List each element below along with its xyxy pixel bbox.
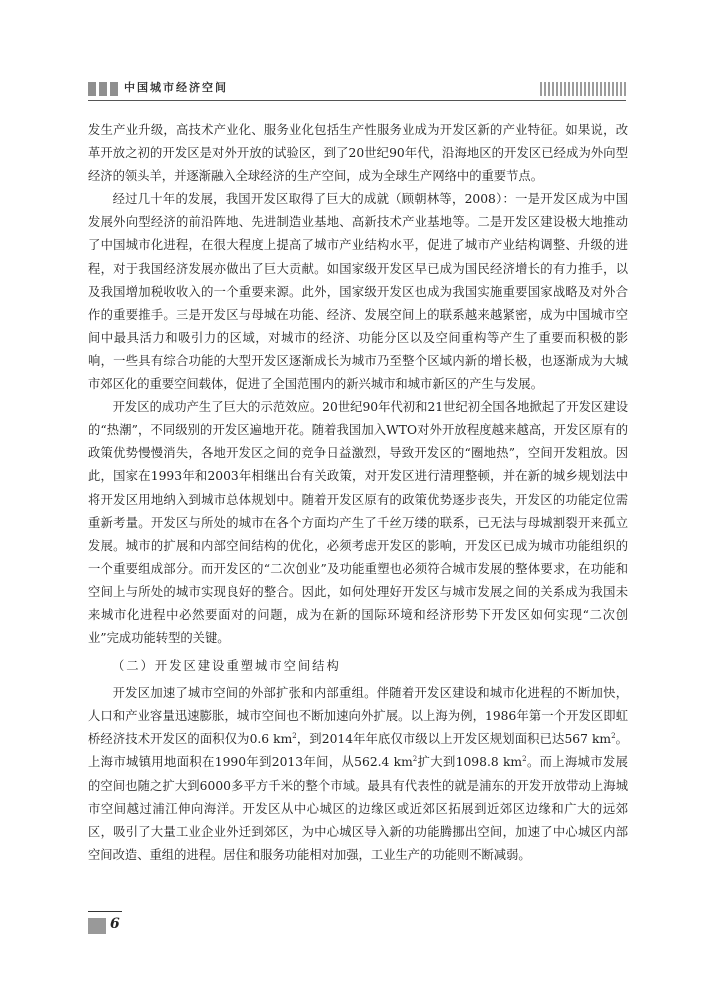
section-heading: （二）开发区建设重塑城市空间结构	[112, 659, 341, 674]
paragraph: 发生产业升级，高技术产业化、服务业化包括生产性服务业成为开发区新的产业特征。如果说，改革开放之初的开发区是对外开放的试验区，到了20世纪90年代，沿海地区的开发区已经成为外向型经济的领头羊，并逐渐融入全球经济的生产空间，成为全球生产网络中的重要节点。	[88, 123, 628, 184]
header-title: 中国城市经济空间	[124, 81, 228, 94]
footer-rule	[88, 911, 122, 912]
paragraph: 经过几十年的发展，我国开发区取得了巨大的成就（顾朝林等，2008）：一是开发区成为中国发展外向型经济的前沿阵地、先进制造业基地、高新技术产业基地等。二是开发区建设极大地推动了中国城市化进程，在很大程度上提高了城市产业结构水平，促进了城市产业结构调整、升级的进程，对于我国经济发展亦做出了巨大贡献。如国家级开发区早已成为国民经济增长的有力推手，以及我国增加税收收入的一个重要来源。此外，国家级开发区也成为我国实施重要国家战略及对外合作的重要推手。三是开发区与母城在功能、经济、发展空间上的联系越来越紧密，成为中国城市空间中最具活力和吸引力的区域，对城市的经济、功能分区以及空间重构等产生了重要而积极的影响，一些具有综合功能的大型开发区逐渐成长为城市乃至整个区域内新的增长极，也逐渐成为大城市郊区化的重要空间载体，促进了全国范围内的新兴城市和城市新区的产生与发展。	[88, 192, 628, 392]
footer-decoration-block	[88, 918, 106, 934]
paragraph: 开发区加速了城市空间的外部扩张和内部重组。伴随着开发区建设和城市化进程的不断加快，人口和产业容量迅速膨胀，城市空间也不断加速向外扩展。以上海为例，1986年第一个开发区即虹桥经济技术开发区的面积仅为0.6 $km^2$，到2014年年底仅市级以上开发区规划面积已达567 $km^2$。上海市城镇用地面积在1990年到2013年间，从562.4 $km^2$扩大到1098.8 $km^2$。而上海城市发展的空间也随之扩大到6000多平方千米的整个市域。最具有代表性的就是浦东的开发开放带动上海城市空间越过浦江伸向海洋。开发区从中心城区的边缘区或近郊区拓展到近郊区边缘和广大的远郊区，吸引了大量工业企业外迁到郊区，为中心城区导入新的功能腾挪出空间，加速了中心城区内部空间改造、重组的进程。居住和服务功能相对加强，工业生产的功能则不断减弱。	[88, 686, 628, 862]
header-rule	[88, 100, 626, 101]
page-number: 6	[110, 916, 120, 932]
body-text	[88, 119, 628, 867]
paragraph: 开发区的成功产生了巨大的示范效应。20世纪90年代初和21世纪初全国各地掀起了开发区建设的“热潮”，不同级别的开发区遍地开花。随着我国加入WTO对外开放程度越来越高，开发区原有的政策优势慢慢消失，各地开发区之间的竞争日益激烈，导致开发区的“圈地热”，空间开发粗放。因此，国家在1993年和2003年相继出台有关政策，对开发区进行清理整顿，并在新的城乡规划法中将开发区用地纳入到城市总体规划中。随着开发区原有的政策优势逐步丧失，开发区的功能定位需重新考量。开发区与所处的城市在各个方面均产生了千丝万缕的联系，已无法与母城割裂开来孤立发展。城市的扩展和内部空间结构的优化，必须考虑开发区的影响，开发区已成为城市功能组织的一个重要组成部分。而开发区的“二次创业”及功能重塑也必须符合城市发展的整体要求，在功能和空间上与所处的城市实现良好的整合。因此，如何处理好开发区与城市发展之间的关系成为我国未来城市化进程中必然要面对的问题，成为在新的国际环境和经济形势下开发区如何实现“二次创业”完成功能转型的关键。	[88, 400, 628, 646]
running-header	[88, 78, 626, 100]
header-stripes	[540, 82, 626, 96]
